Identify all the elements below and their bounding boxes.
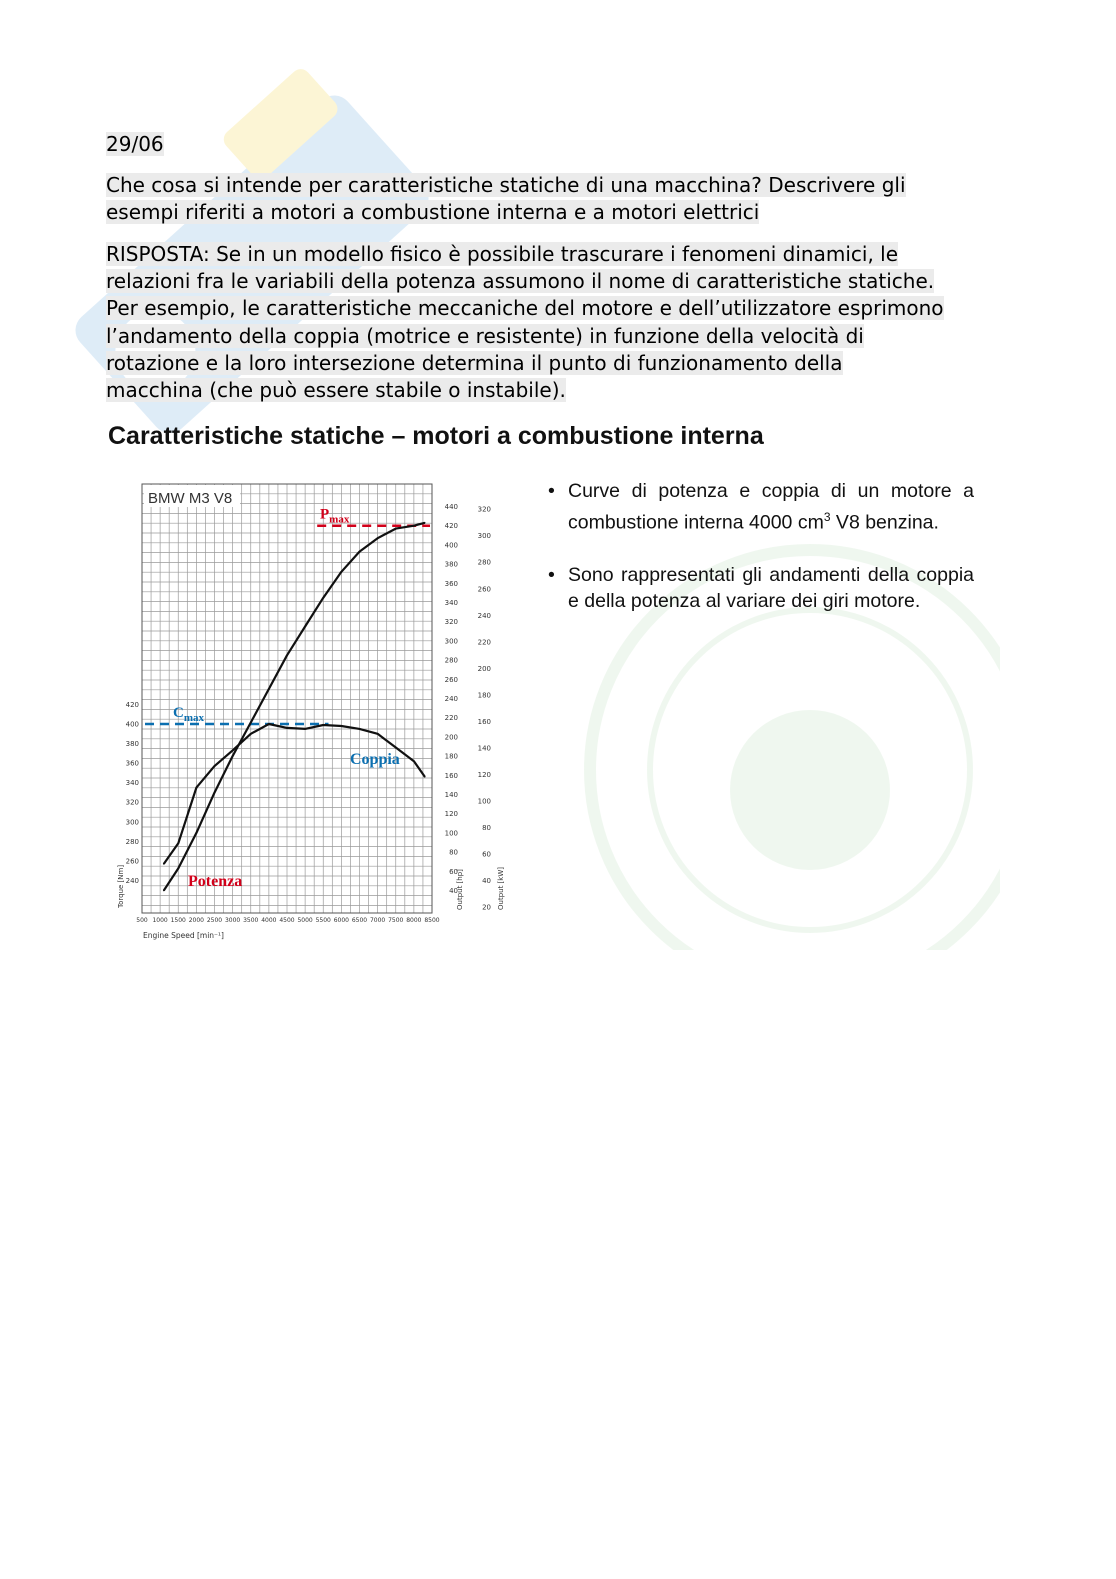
data-point [268,723,270,725]
hp-tick-label: 220 [444,714,458,723]
kw-tick-label: 280 [477,558,491,567]
torque-tick-label: 400 [125,720,139,729]
hp-tick-label: 40 [449,887,458,895]
x-tick-label: 4500 [279,917,295,924]
answer-line: rotazione e la loro intersezione determina il punto di funzionamento della [106,350,843,375]
x-tick-label: 6000 [333,917,350,924]
kw-tick-label: 260 [477,585,491,594]
answer-line: l’andamento della coppia (motrice e resistente) in funzione della velocità di [106,323,864,348]
torque-tick-label: 240 [125,876,139,885]
kw-tick-label: 140 [477,744,491,753]
data-point [196,787,198,789]
kw-tick-label: 80 [482,823,491,832]
kw-tick-label: 180 [477,691,491,700]
x-tick-label: 7000 [369,917,386,924]
x-tick-label: 6500 [351,917,368,924]
question-line: Che cosa si intende per caratteristiche statiche di una macchina? Descrivere gli [106,173,906,197]
hp-tick-label: 180 [444,752,458,761]
bullet-item: • Sono rappresentati gli andamenti della coppia e della potenza al variare dei giri motore. [548,563,974,612]
torque-tick-label: 320 [125,798,139,807]
kw-tick-label: 100 [477,797,491,806]
x-tick-label: 3000 [224,917,241,924]
torque-tick-label: 360 [125,759,139,768]
question-text [106,172,1006,226]
kw-axis-label: Output [kW] [497,867,505,910]
data-point [322,597,324,599]
data-point [424,776,426,778]
kw-tick-label: 120 [477,770,491,779]
data-point [163,890,165,892]
x-tick-label: 1500 [170,917,186,924]
x-tick-label: 8000 [406,917,422,924]
slide-title: Caratteristiche statiche – motori a combustione interna [108,422,764,450]
hp-tick-label: 120 [444,810,458,819]
hp-tick-label: 80 [449,848,458,857]
series-label-potenza: Potenza [188,873,243,890]
kw-tick-label: 40 [482,876,491,885]
data-point [413,525,415,527]
data-point [304,728,306,730]
engine-chart [110,476,522,946]
torque-tick-label: 300 [125,818,139,827]
bullet-dot: • [548,563,555,586]
max-label: $P_{max}$ [320,506,350,526]
answer-line: Per esempio, le caratteristiche meccaniche del motore e dell’utilizzatore esprimono [106,296,944,321]
data-point [177,843,179,845]
hp-tick-label: 280 [444,656,458,665]
chart-title: BMW M3 V8 [148,490,233,507]
data-point [250,733,252,735]
x-tick-label: 5500 [315,917,331,924]
kw-tick-label: 160 [477,717,491,726]
data-point [250,722,252,724]
answer-line: macchina (che può essere stabile o instabile). [106,378,566,403]
data-point [395,747,397,749]
data-point [196,832,198,834]
hp-tick-label: 140 [444,791,458,799]
x-tick-label: 2000 [188,917,205,924]
kw-tick-label: 220 [477,638,491,647]
data-point [359,728,361,730]
torque-tick-label: 340 [125,779,139,788]
kw-tick-label: 60 [482,850,491,859]
x-tick-label: 7500 [388,917,404,924]
kw-tick-label: 300 [477,532,491,541]
bullet-item: • Curve di potenza e coppia di un motore a combustione interna 4000 $cm^3$ V8 benzina. [548,480,974,534]
hp-tick-label: 380 [444,560,458,569]
hp-tick-label: 160 [444,771,458,780]
max-label: $C_{max}$ [173,705,205,724]
x-tick-label: 8500 [424,917,440,924]
x-tick-label: 1000 [152,917,168,924]
data-point [377,733,379,735]
hp-tick-label: 300 [444,637,458,646]
date-heading: 29/06 [106,132,164,156]
data-point [214,765,216,767]
torque-tick-label: 280 [125,837,139,846]
x-tick-label: 3500 [243,917,259,924]
hp-tick-label: 360 [444,579,458,588]
answer-line: relazioni fra le variabili della potenza assumono il nome di caratteristiche statiche. [106,269,935,294]
hp-tick-label: 340 [444,599,458,607]
hp-tick-label: 260 [444,675,458,684]
hp-tick-label: 60 [449,867,458,876]
hp-tick-label: 420 [444,522,458,531]
data-point [359,551,361,553]
kw-tick-label: 20 [482,903,491,912]
data-point [214,792,216,794]
hp-tick-label: 320 [444,618,458,627]
series-label-coppia: Coppia [350,751,400,768]
x-axis-label: Engine Speed [min⁻¹] [143,931,224,940]
kw-tick-label: 240 [477,611,491,620]
data-point [268,688,270,690]
slide-bullets [548,478,974,640]
data-point [232,750,234,752]
kw-tick-label: 200 [477,664,491,673]
data-point [286,727,288,729]
data-point [286,655,288,657]
data-point [163,863,165,865]
hp-tick-label: 240 [444,695,458,703]
x-tick-label: 2500 [206,917,223,924]
torque-tick-label: 260 [125,857,139,866]
x-tick-label: 500 [136,917,148,924]
bullet-dot: • [548,480,555,502]
torque-tick-label: 380 [125,740,139,749]
hp-tick-label: 440 [444,503,458,511]
hp-axis-label: Output [hp] [456,869,464,910]
answer-text [106,241,1016,404]
data-point [177,868,179,870]
answer-line: RISPOSTA: Se in un modello fisico è possibile trascurare i fenomeni dinamici, le [106,242,899,266]
x-tick-label: 4000 [261,917,277,924]
data-point [395,528,397,530]
data-point [341,725,343,727]
data-point [304,626,306,628]
data-point [413,760,415,762]
hp-tick-label: 100 [444,829,458,838]
data-point [377,537,379,539]
data-point [322,724,324,726]
torque-axis-label: Torque [Nm] [117,864,125,908]
kw-tick-label: 320 [477,505,491,514]
hp-tick-label: 400 [444,541,458,550]
torque-tick-label: 420 [125,700,139,709]
question-line: esempi riferiti a motori a combustione interna e a motori elettrici [106,200,760,224]
x-tick-label: 5000 [297,917,313,924]
data-point [424,522,426,524]
hp-tick-label: 200 [444,733,458,742]
data-point [232,755,234,757]
data-point [341,571,343,573]
